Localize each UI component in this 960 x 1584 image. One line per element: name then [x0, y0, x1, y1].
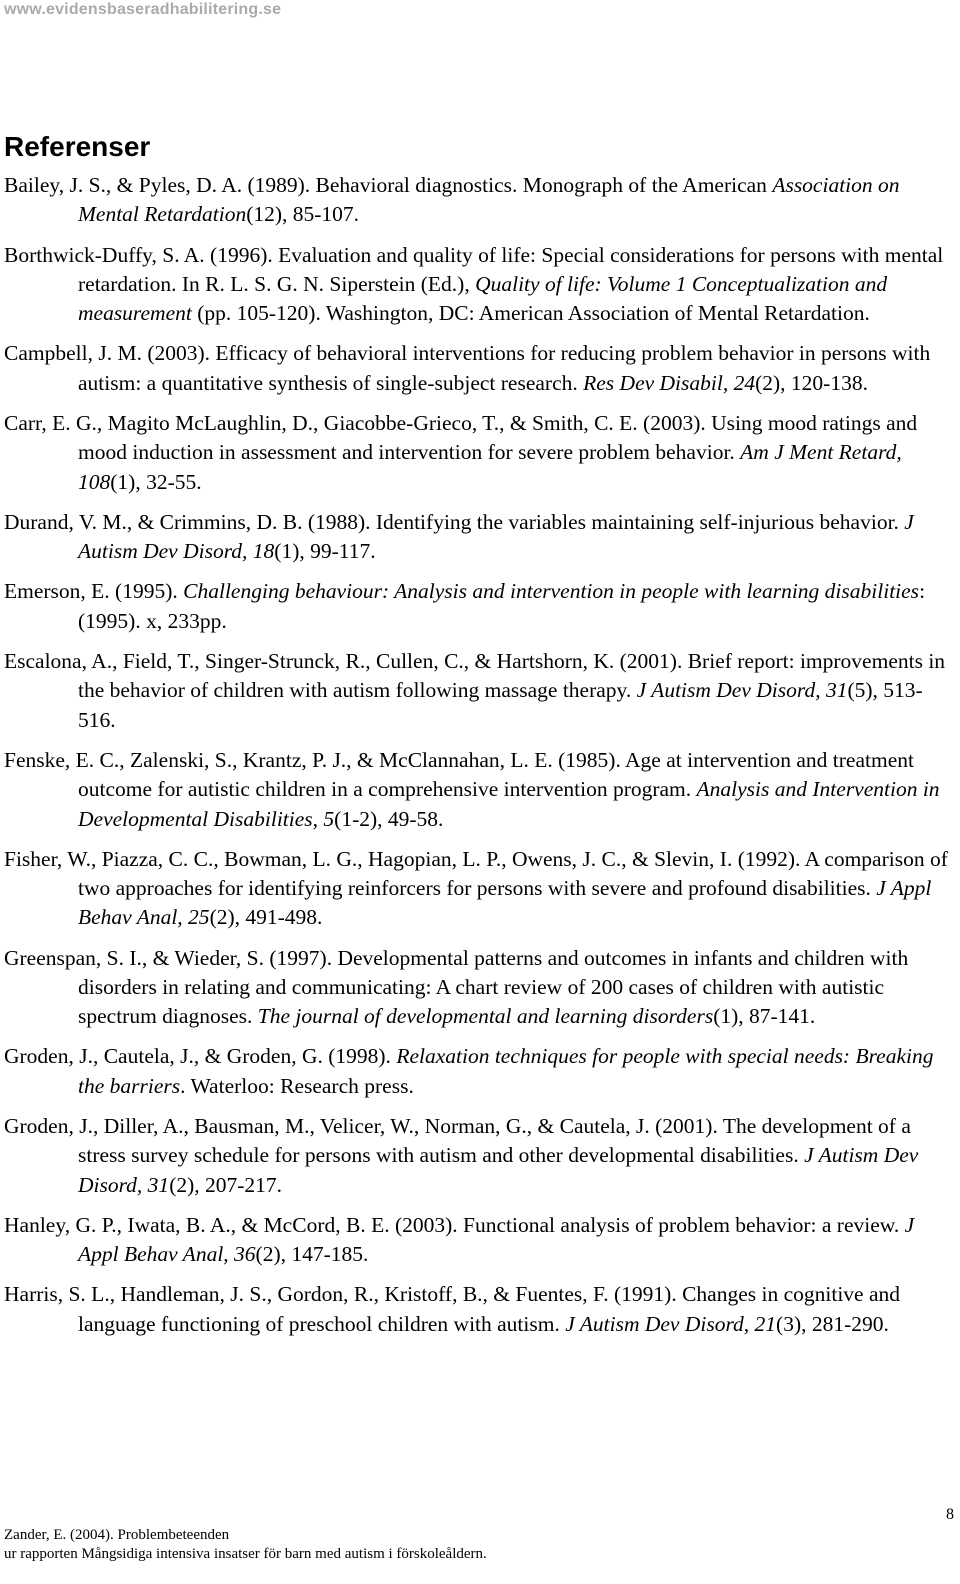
reference-text: Greenspan, S. I., & Wieder, S. (1997). Developmental patterns and outcomes in infants and children with disorders in relating and communicating: A chart review of 200 cases of children with autistic spectrum diagnoses.	[4, 945, 909, 1029]
reference-source-title: J Appl Behav Anal, 36	[78, 1212, 915, 1267]
reference-text: (pp. 105-120). Washington, DC: American Association of Mental Retardation.	[191, 301, 870, 326]
reference-source-title: J Appl Behav Anal, 25	[78, 876, 932, 930]
reference-source-title: J Autism Dev Disord, 21	[565, 1311, 777, 1336]
reference-text: (1), 87-141.	[713, 1004, 816, 1029]
reference-item	[4, 944, 954, 1032]
reference-item	[4, 577, 954, 636]
reference-item	[4, 241, 954, 329]
reference-item	[4, 508, 954, 567]
reference-item	[4, 339, 954, 398]
reference-source-title: J Autism Dev Disord, 31	[636, 678, 848, 703]
reference-text: Harris, S. L., Handleman, J. S., Gordon, R., Kristoff, B., & Fuentes, F. (1991). Changes in cognitive and language functioning of preschool children with autism.	[4, 1282, 901, 1336]
reference-item	[4, 647, 954, 735]
reference-text: (2), 120-138.	[755, 370, 868, 395]
site-url[interactable]: www.evidensbaseradhabilitering.se	[4, 1, 282, 18]
reference-text: Groden, J., Cautela, J., & Groden, G. (1998).	[4, 1044, 397, 1069]
reference-text: (1-2), 49-58.	[334, 806, 444, 831]
reference-source-title: Association on Mental Retardation	[78, 173, 900, 227]
page-number: 8	[946, 1506, 954, 1523]
reference-item	[4, 746, 954, 834]
reference-source-title: Am J Ment Retard, 108	[78, 440, 902, 494]
reference-text: Groden, J., Diller, A., Bausman, M., Velicer, W., Norman, G., & Cautela, J. (2001). The development of a stress survey schedule for persons with autism and other developmental disabilities.	[4, 1113, 911, 1168]
reference-text: (12), 85-107.	[246, 202, 360, 227]
reference-text: (1), 32-55.	[110, 469, 202, 494]
reference-text: (5), 513-516.	[78, 678, 923, 732]
reference-item	[4, 1112, 954, 1200]
reference-source-title: Challenging behaviour: Analysis and intervention in people with learning disabilities	[183, 579, 920, 604]
reference-source-title: Res Dev Disabil, 24	[583, 370, 756, 395]
reference-item	[4, 1280, 954, 1339]
reference-text: (1), 99-117.	[274, 539, 376, 564]
reference-item	[4, 409, 954, 497]
section-title: Referenser	[4, 131, 151, 162]
reference-text: . Waterloo: Research press.	[180, 1073, 414, 1098]
reference-text: (2), 207-217.	[169, 1172, 283, 1197]
reference-source-title: Relaxation techniques for people with special needs: Breaking the barriers	[78, 1044, 934, 1098]
reference-text: Emerson, E. (1995).	[4, 579, 184, 604]
reference-item	[4, 1211, 954, 1270]
reference-text: Campbell, J. M. (2003). Efficacy of behavioral interventions for reducing problem behavior in persons with autism: a quantitative synthesis of single-subject research.	[4, 341, 931, 395]
reference-item	[4, 171, 954, 230]
reference-source-title: J Autism Dev Disord, 18	[78, 509, 914, 564]
reference-source-title: Quality of life: Volume 1 Conceptualization and measurement	[78, 271, 888, 326]
footer-citation: Zander, E. (2004). Problembeteenden	[4, 1527, 230, 1543]
reference-list	[4, 171, 954, 1350]
reference-text: Durand, V. M., & Crimmins, D. B. (1988). Identifying the variables maintaining self-injurious behavior.	[4, 509, 905, 534]
reference-text: Bailey, J. S., & Pyles, D. A. (1989). Behavioral diagnostics. Monograph of the American	[4, 173, 773, 197]
footer-report-title: ur rapporten Mångsidiga intensiva insatser för barn med autism i förskoleåldern.	[4, 1546, 487, 1562]
reference-text: (3), 281-290.	[776, 1311, 889, 1336]
reference-text: Fisher, W., Piazza, C. C., Bowman, L. G., Hagopian, L. P., Owens, J. C., & Slevin, I. (1992). A comparison of two approaches for identifying reinforcers for persons with severe and profound disabilities.	[4, 846, 948, 901]
reference-text: Borthwick-Duffy, S. A. (1996). Evaluation and quality of life: Special considerations for persons with mental retardation. In R. L. S. G. N. Siperstein (Ed.),	[4, 242, 944, 296]
footer	[4, 1526, 487, 1564]
reference-text: (2), 491-498.	[209, 905, 323, 930]
reference-item	[4, 845, 954, 933]
reference-text: (2), 147-185.	[255, 1242, 369, 1267]
reference-source-title: Analysis and Intervention in Developmental Disabilities, 5	[78, 777, 940, 831]
reference-source-title: J Autism Dev Disord, 31	[78, 1143, 919, 1197]
reference-text: Carr, E. G., Magito McLaughlin, D., Giacobbe-Grieco, T., & Smith, C. E. (2003). Using mood ratings and mood induction in assessment and intervention for severe problem behavior.	[4, 410, 918, 465]
reference-text: : (1995). x, 233pp.	[78, 579, 926, 633]
reference-text: Fenske, E. C., Zalenski, S., Krantz, P. J., & McClannahan, L. E. (1985). Age at intervention and treatment outcome for autistic children in a comprehensive intervention program.	[4, 747, 914, 802]
reference-text: Hanley, G. P., Iwata, B. A., & McCord, B. E. (2003). Functional analysis of problem behavior: a review.	[4, 1212, 905, 1237]
reference-item	[4, 1042, 954, 1101]
reference-text: Escalona, A., Field, T., Singer-Strunck, R., Cullen, C., & Hartshorn, K. (2001). Brief report: improvements in the behavior of children with autism following massage therapy.	[4, 648, 946, 703]
reference-source-title: The journal of developmental and learning disorders	[257, 1004, 714, 1029]
